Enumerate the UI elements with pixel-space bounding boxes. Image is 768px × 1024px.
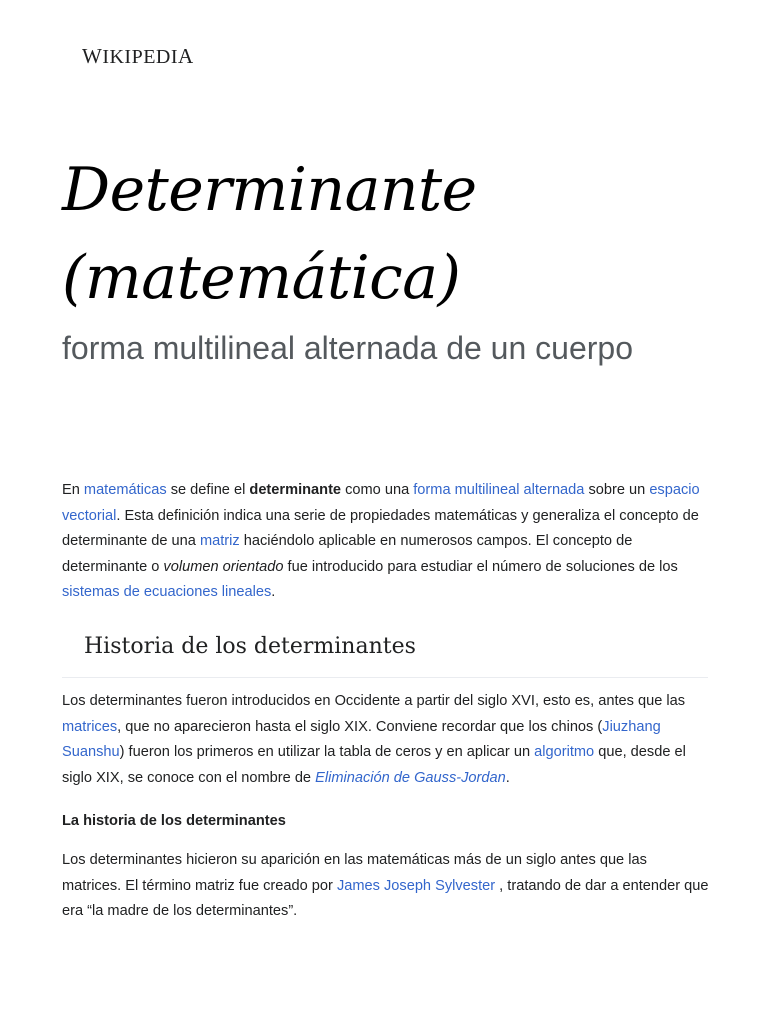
history-paragraph-2: Los determinantes hicieron su aparición en las matemáticas más de un siglo antes que las matrices. El término matriz fue creado por James Joseph Sylvester , tratando de dar a entender que era “la madre de los determinantes”. <box>62 852 709 919</box>
page-subtitle: forma multilineal alternada de un cuerpo <box>62 330 633 366</box>
intro-paragraph: En matemáticas se define el determinante como una forma multilineal alternada sobre un espacio vectorial. Esta definición indica una serie de propiedades matemáticas y generaliza el concepto de determinante de una matriz haciéndolo aplicable en numerosos campos. El concepto de determinante o volumen orientado fue introducido para estudiar el número de soluciones de los sistemas de ecuaciones lineales. <box>62 482 700 600</box>
italic-term: volumen orientado <box>163 558 284 575</box>
link-james-joseph-sylvester[interactable]: James Joseph Sylvester <box>336 877 496 894</box>
subheading-historia: La historia de los determinantes <box>62 813 286 829</box>
link-matrices[interactable]: matrices <box>62 718 118 735</box>
link-eliminacion-gauss-jordan[interactable]: Eliminación de Gauss-Jordan <box>315 769 506 786</box>
page-title-line-1: Determinante <box>62 155 477 225</box>
link-matriz[interactable]: matriz <box>199 533 240 549</box>
link-sistemas-de-ecuaciones-lineales[interactable]: sistemas de ecuaciones lineales <box>62 584 272 600</box>
bold-term: determinante <box>249 482 342 498</box>
link-espacio-vectorial[interactable]: espacio vectorial <box>62 482 700 524</box>
history-paragraph-1: Los determinantes fueron introducidos en Occidente a partir del siglo XVI, esto es, antes que las matrices, que no aparecieron hasta el siglo XIX. Conviene recordar que los chinos (Jiuzhang Suanshu) fueron los primeros en utilizar la tabla de ceros y en aplicar un algoritmo que, desde el siglo XIX, se conoce con el nombre de Eliminación de Gauss-Jordan. <box>62 693 686 786</box>
section-divider <box>62 677 708 678</box>
page-title <box>62 146 722 322</box>
section-heading-historia[interactable]: Historia de los determinantes <box>84 634 416 659</box>
link-algoritmo[interactable]: algoritmo <box>534 744 595 760</box>
link-jiuzhang-suanshu[interactable]: Jiuzhang Suanshu <box>62 718 661 760</box>
link-matematicas[interactable]: matemáticas <box>83 482 167 498</box>
page-title-line-2: (matemática) <box>62 243 461 313</box>
wikipedia-wordmark[interactable]: WIKIPEDIA <box>82 44 194 68</box>
link-forma-multilineal-alternada[interactable]: forma multilineal alternada <box>413 482 585 498</box>
